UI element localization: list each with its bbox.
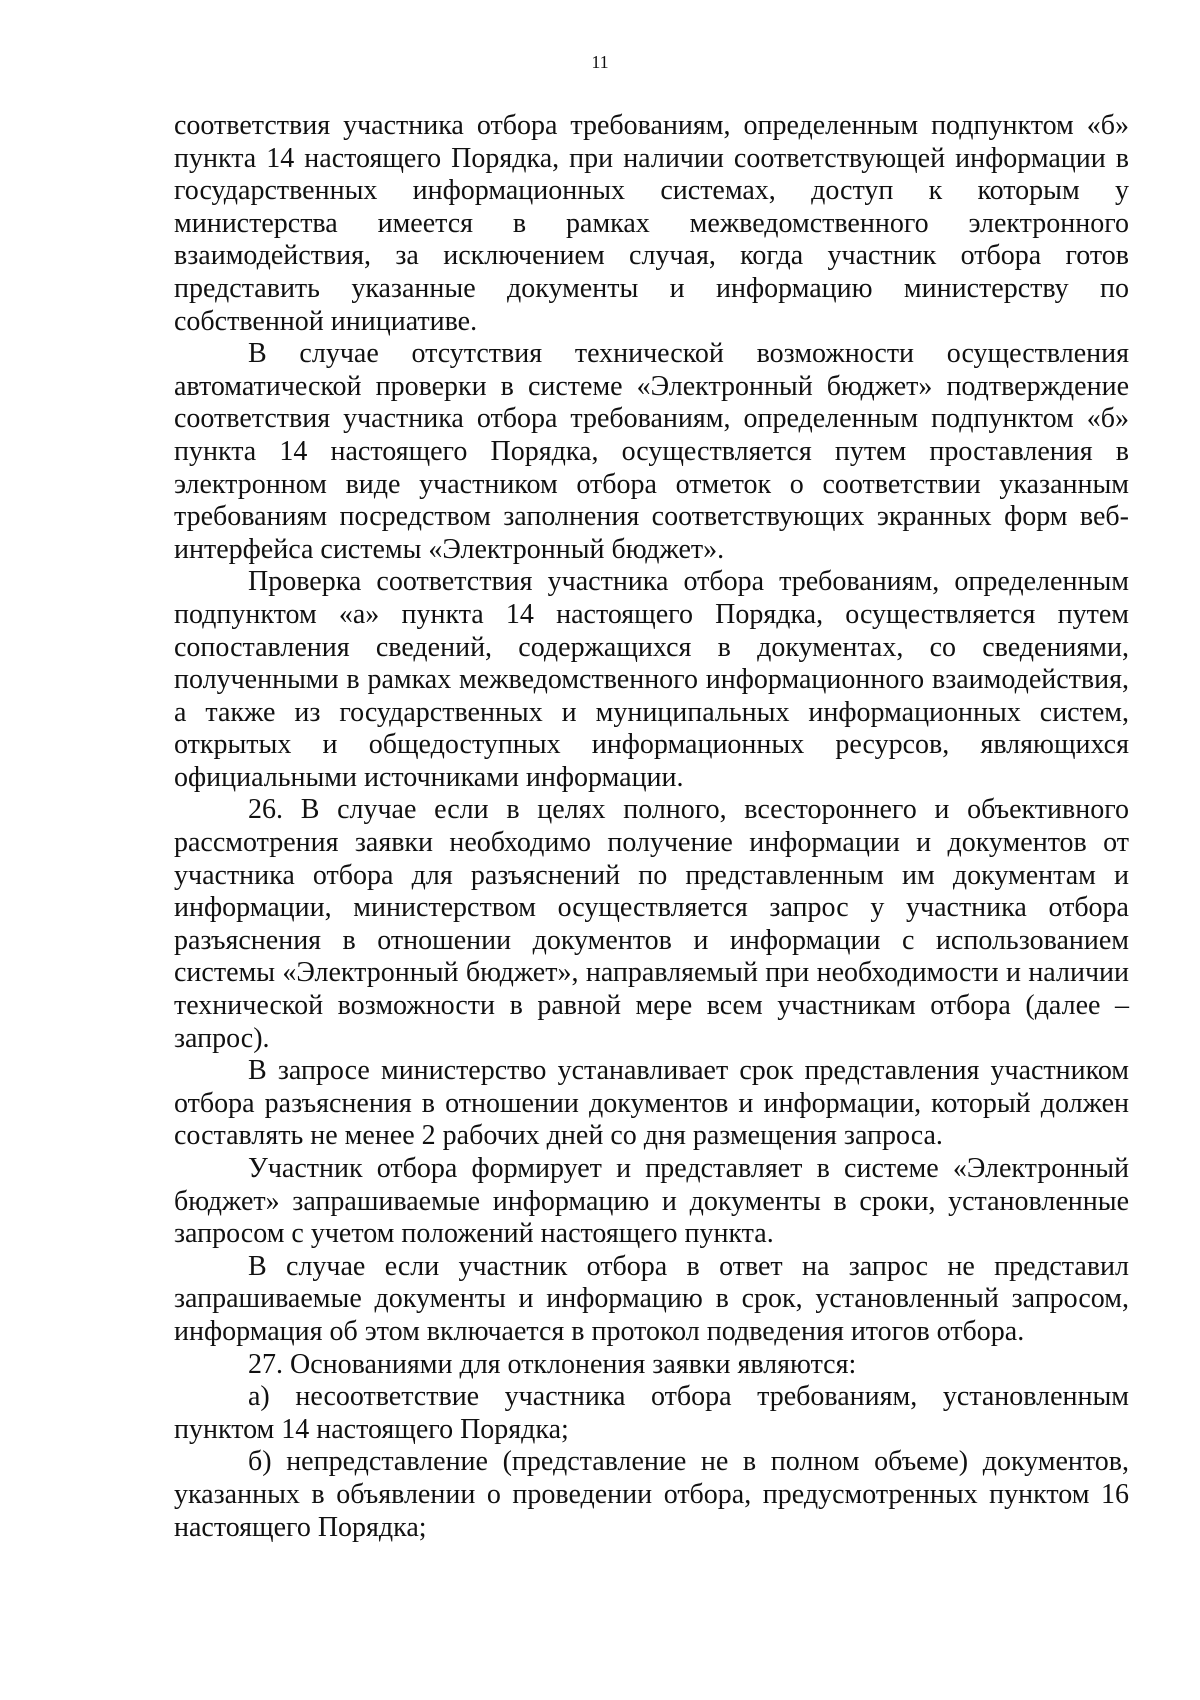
paragraph: Проверка соответствия участника отбора требованиям, определенным подпунктом «а» пункта 14 настоящего Порядка, осуществляется путем сопоставления сведений, содержащихся в документах, со сведениями, полученными в рамках межведомственного информационного взаимодействия, а также из государственных и муниципальных информационных систем, открытых и общедоступных информационных ресурсов, являющихся официальными источниками информации.: [174, 566, 1129, 793]
paragraph-item-26: 26. В случае если в целях полного, всестороннего и объективного рассмотрения заявки необходимо получение информации и документов от участника отбора для разъяснений по представленным им документам и информации, министерством осуществляется запрос у участника отбора разъяснения в отношении документов и информации с использованием системы «Электронный бюджет», направляемый при необходимости и наличии технической возможности в равной мере всем участникам отбора (далее – запрос).: [174, 794, 1129, 1054]
document-body: [174, 110, 1129, 1544]
page-number: 11: [591, 52, 609, 72]
paragraph-item-27: 27. Основаниями для отклонения заявки являются:: [248, 1348, 857, 1380]
paragraph: соответствия участника отбора требованиям, определенным подпунктом «б» пункта 14 настоящего Порядка, при наличии соответствующей информации в государственных информационных системах, доступ к которым у министерства имеется в рамках межведомственного электронного взаимодействия, за исключением случая, когда участник отбора готов представить указанные документы и информацию министерству по собственной инициативе.: [174, 110, 1129, 337]
list-item-b: б) непредставление (представление не в полном объеме) документов, указанных в объявлении о проведении отбора, предусмотренных пунктом 16 настоящего Порядка;: [174, 1446, 1129, 1543]
paragraph: В случае если участник отбора в ответ на запрос не представил запрашиваемые документы и информацию в срок, установленный запросом, информация об этом включается в протокол подведения итогов отбора.: [174, 1250, 1129, 1347]
paragraph: В запросе министерство устанавливает срок представления участником отбора разъяснения в отношении документов и информации, который должен составлять не менее 2 рабочих дней со дня размещения запроса.: [174, 1055, 1129, 1152]
list-item-a: а) несоответствие участника отбора требованиям, установленным пунктом 14 настоящего Порядка;: [174, 1381, 1129, 1445]
paragraph: Участник отбора формирует и представляет в системе «Электронный бюджет» запрашиваемые информацию и документы в сроки, установленные запросом с учетом положений настоящего пункта.: [174, 1153, 1129, 1250]
paragraph: В случае отсутствия технической возможности осуществления автоматической проверки в системе «Электронный бюджет» подтверждение соответствия участника отбора требованиям, определенным подпунктом «б» пункта 14 настоящего Порядка, осуществляется путем проставления в электронном виде участником отбора отметок о соответствии указанным требованиям посредством заполнения соответствующих экранных форм веб-интерфейса системы «Электронный бюджет».: [174, 338, 1129, 565]
